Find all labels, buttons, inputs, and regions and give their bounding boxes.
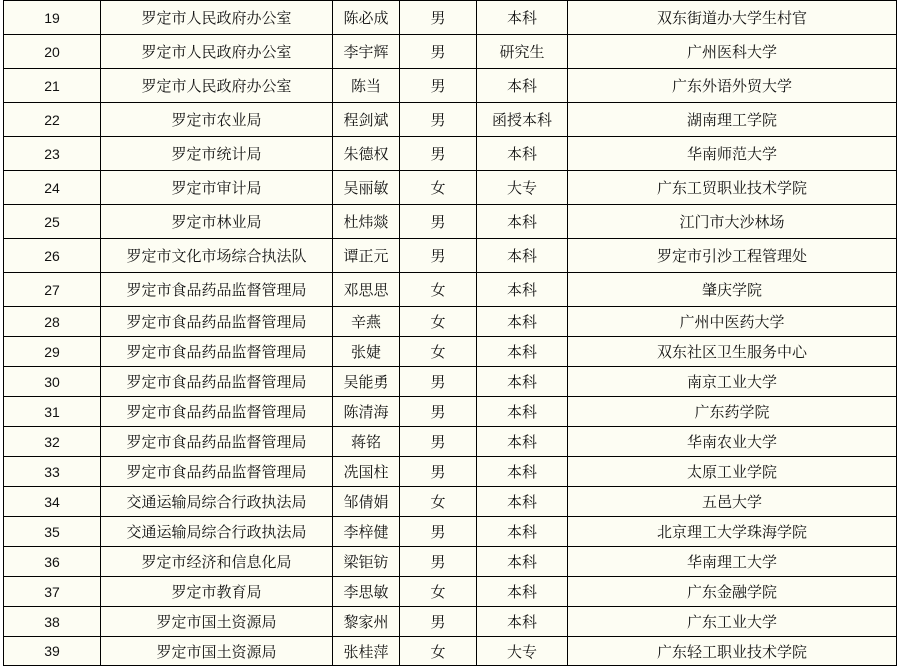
cell-department: 罗定市农业局: [101, 103, 333, 137]
cell-name: 蒋铭: [333, 427, 400, 457]
cell-gender: 男: [400, 1, 477, 35]
table-row: [4, 397, 897, 427]
cell-gender: 女: [400, 337, 477, 367]
cell-gender: 男: [400, 35, 477, 69]
cell-name: 吴能勇: [333, 367, 400, 397]
cell-department: 罗定市食品药品监督管理局: [101, 457, 333, 487]
cell-school: 广东药学院: [568, 397, 897, 427]
cell-gender: 男: [400, 427, 477, 457]
cell-school: 江门市大沙林场: [568, 205, 897, 239]
cell-school: 广东工贸职业技术学院: [568, 171, 897, 205]
cell-school: 广州医科大学: [568, 35, 897, 69]
cell-name: 辛燕: [333, 307, 400, 337]
cell-gender: 男: [400, 547, 477, 577]
cell-school: 双东社区卫生服务中心: [568, 337, 897, 367]
table-row: [4, 577, 897, 607]
cell-department: 罗定市食品药品监督管理局: [101, 367, 333, 397]
table-row: [4, 457, 897, 487]
cell-name: 陈当: [333, 69, 400, 103]
cell-gender: 男: [400, 69, 477, 103]
cell-department: 交通运输局综合行政执法局: [101, 487, 333, 517]
cell-department: 罗定市食品药品监督管理局: [101, 427, 333, 457]
cell-school: 广东轻工职业技术学院: [568, 637, 897, 666]
cell-number: 37: [4, 577, 101, 607]
cell-department: 罗定市林业局: [101, 205, 333, 239]
cell-school: 南京工业大学: [568, 367, 897, 397]
cell-school: 肇庆学院: [568, 273, 897, 307]
cell-school: 广州中医药大学: [568, 307, 897, 337]
cell-number: 38: [4, 607, 101, 637]
cell-number: 36: [4, 547, 101, 577]
cell-school: 五邑大学: [568, 487, 897, 517]
cell-education: 本科: [477, 517, 568, 547]
table-row: [4, 607, 897, 637]
cell-department: 罗定市人民政府办公室: [101, 1, 333, 35]
cell-name: 张婕: [333, 337, 400, 367]
table-row: [4, 273, 897, 307]
cell-number: 22: [4, 103, 101, 137]
table-row: [4, 307, 897, 337]
cell-gender: 男: [400, 367, 477, 397]
cell-gender: 男: [400, 457, 477, 487]
table-row: [4, 637, 897, 666]
cell-department: 罗定市国土资源局: [101, 637, 333, 666]
cell-gender: 男: [400, 137, 477, 171]
cell-department: 罗定市食品药品监督管理局: [101, 307, 333, 337]
cell-department: 罗定市人民政府办公室: [101, 69, 333, 103]
cell-gender: 女: [400, 637, 477, 666]
cell-number: 27: [4, 273, 101, 307]
cell-education: 本科: [477, 577, 568, 607]
cell-gender: 男: [400, 517, 477, 547]
cell-number: 20: [4, 35, 101, 69]
cell-education: 本科: [477, 337, 568, 367]
table-row: [4, 367, 897, 397]
cell-department: 罗定市文化市场综合执法队: [101, 239, 333, 273]
cell-education: 本科: [477, 397, 568, 427]
cell-department: 罗定市教育局: [101, 577, 333, 607]
table-row: [4, 171, 897, 205]
cell-name: 邹倩娟: [333, 487, 400, 517]
table-row: [4, 517, 897, 547]
cell-name: 程剑斌: [333, 103, 400, 137]
cell-name: 张桂萍: [333, 637, 400, 666]
cell-education: 本科: [477, 427, 568, 457]
cell-department: 罗定市食品药品监督管理局: [101, 397, 333, 427]
cell-number: 34: [4, 487, 101, 517]
cell-gender: 女: [400, 307, 477, 337]
cell-department: 罗定市国土资源局: [101, 607, 333, 637]
cell-school: 双东街道办大学生村官: [568, 1, 897, 35]
table-row: [4, 35, 897, 69]
table-row: [4, 1, 897, 35]
cell-education: 本科: [477, 487, 568, 517]
cell-name: 李梓健: [333, 517, 400, 547]
cell-name: 陈清海: [333, 397, 400, 427]
cell-number: 29: [4, 337, 101, 367]
cell-education: 本科: [477, 457, 568, 487]
cell-number: 31: [4, 397, 101, 427]
cell-number: 39: [4, 637, 101, 666]
table-row: [4, 205, 897, 239]
table-row: [4, 239, 897, 273]
cell-number: 25: [4, 205, 101, 239]
cell-education: 本科: [477, 239, 568, 273]
cell-name: 冼国柱: [333, 457, 400, 487]
cell-school: 湖南理工学院: [568, 103, 897, 137]
cell-education: 研究生: [477, 35, 568, 69]
cell-number: 21: [4, 69, 101, 103]
cell-gender: 女: [400, 577, 477, 607]
table-row: [4, 137, 897, 171]
table-row: [4, 427, 897, 457]
cell-number: 26: [4, 239, 101, 273]
cell-gender: 男: [400, 205, 477, 239]
cell-name: 陈必成: [333, 1, 400, 35]
cell-department: 罗定市统计局: [101, 137, 333, 171]
cell-number: 19: [4, 1, 101, 35]
cell-education: 本科: [477, 547, 568, 577]
cell-name: 吴丽敏: [333, 171, 400, 205]
cell-department: 罗定市食品药品监督管理局: [101, 337, 333, 367]
cell-education: 本科: [477, 273, 568, 307]
personnel-table: [3, 0, 897, 666]
cell-education: 函授本科: [477, 103, 568, 137]
table-row: [4, 337, 897, 367]
cell-education: 本科: [477, 69, 568, 103]
cell-gender: 女: [400, 273, 477, 307]
cell-department: 交通运输局综合行政执法局: [101, 517, 333, 547]
cell-school: 华南农业大学: [568, 427, 897, 457]
cell-number: 35: [4, 517, 101, 547]
cell-gender: 男: [400, 239, 477, 273]
cell-name: 邓思思: [333, 273, 400, 307]
table-row: [4, 547, 897, 577]
cell-school: 广东外语外贸大学: [568, 69, 897, 103]
cell-school: 罗定市引沙工程管理处: [568, 239, 897, 273]
cell-department: 罗定市人民政府办公室: [101, 35, 333, 69]
table-row: [4, 69, 897, 103]
cell-education: 大专: [477, 171, 568, 205]
cell-gender: 女: [400, 171, 477, 205]
cell-name: 梁钜钫: [333, 547, 400, 577]
cell-name: 杜炜燚: [333, 205, 400, 239]
cell-education: 本科: [477, 137, 568, 171]
table-row: [4, 103, 897, 137]
table-row: [4, 487, 897, 517]
cell-number: 33: [4, 457, 101, 487]
cell-school: 广东金融学院: [568, 577, 897, 607]
cell-school: 华南师范大学: [568, 137, 897, 171]
cell-school: 广东工业大学: [568, 607, 897, 637]
cell-number: 28: [4, 307, 101, 337]
cell-department: 罗定市经济和信息化局: [101, 547, 333, 577]
cell-school: 北京理工大学珠海学院: [568, 517, 897, 547]
cell-number: 24: [4, 171, 101, 205]
cell-department: 罗定市审计局: [101, 171, 333, 205]
cell-name: 李宇辉: [333, 35, 400, 69]
cell-name: 朱德权: [333, 137, 400, 171]
cell-department: 罗定市食品药品监督管理局: [101, 273, 333, 307]
cell-education: 本科: [477, 1, 568, 35]
cell-name: 黎家州: [333, 607, 400, 637]
cell-school: 华南理工大学: [568, 547, 897, 577]
cell-number: 32: [4, 427, 101, 457]
cell-name: 谭正元: [333, 239, 400, 273]
cell-gender: 男: [400, 397, 477, 427]
cell-education: 大专: [477, 637, 568, 666]
cell-education: 本科: [477, 367, 568, 397]
cell-gender: 男: [400, 607, 477, 637]
cell-number: 30: [4, 367, 101, 397]
cell-name: 李思敏: [333, 577, 400, 607]
cell-gender: 女: [400, 487, 477, 517]
table-body: [4, 1, 897, 666]
cell-gender: 男: [400, 103, 477, 137]
cell-education: 本科: [477, 607, 568, 637]
cell-education: 本科: [477, 307, 568, 337]
cell-number: 23: [4, 137, 101, 171]
cell-school: 太原工业学院: [568, 457, 897, 487]
cell-education: 本科: [477, 205, 568, 239]
